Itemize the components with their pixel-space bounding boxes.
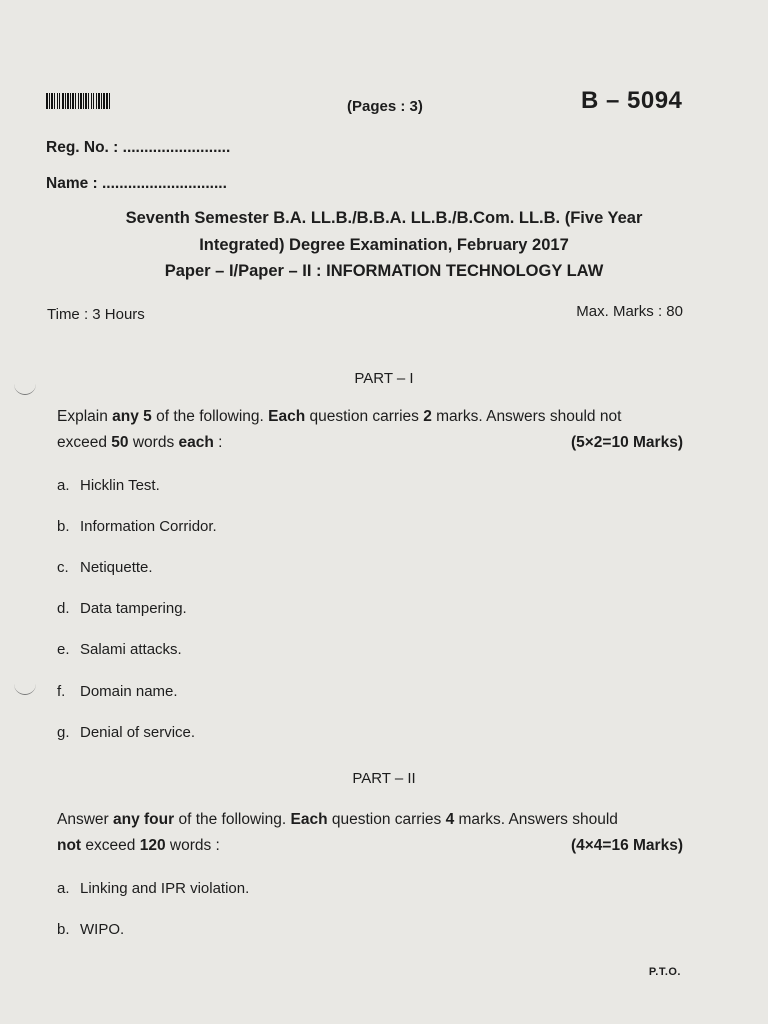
barcode-stripe: [110, 93, 111, 109]
part2-instruction-line1: Answer any four of the following. Each question carries 4 marks. Answers should: [57, 811, 618, 828]
paper-code: B – 5094: [581, 87, 683, 114]
question-item: a. Linking and IPR violation.: [57, 880, 250, 897]
question-item: c. Netiquette.: [57, 559, 153, 576]
max-marks: Max. Marks : 80: [576, 303, 683, 320]
question-item: b. WIPO.: [57, 921, 125, 938]
part2-marks: (4×4=16 Marks): [570, 837, 683, 854]
pages-count: (Pages : 3): [347, 98, 423, 115]
name-field: Name : .............................: [46, 175, 227, 192]
part1-heading: PART – I: [354, 370, 414, 387]
please-turn-over: P.T.O.: [648, 966, 681, 978]
question-item: f. Domain name.: [57, 683, 178, 700]
exam-title-line3: Paper – I/Paper – II : INFORMATION TECHNOLOGY LAW: [164, 262, 604, 280]
question-item: a. Hicklin Test.: [57, 477, 160, 494]
part1-instruction-line2: exceed 50 words each :: [57, 434, 223, 451]
exam-title-line2: Integrated) Degree Examination, February 2017: [199, 236, 569, 254]
part2-heading: PART – II: [352, 770, 416, 787]
reg-no-field: Reg. No. : .........................: [46, 139, 231, 156]
question-item: g. Denial of service.: [57, 724, 196, 741]
question-item: b. Information Corridor.: [57, 518, 217, 535]
question-item: e. Salami attacks.: [57, 641, 182, 658]
punch-hole-mark: [14, 682, 36, 695]
time-allowed: Time : 3 Hours: [47, 306, 145, 323]
part1-instruction-line1: Explain any 5 of the following. Each question carries 2 marks. Answers should not: [57, 408, 622, 425]
part1-marks: (5×2=10 Marks): [570, 434, 683, 451]
part2-instruction-line2: not exceed 120 words :: [57, 837, 220, 854]
question-item: d. Data tampering.: [57, 600, 187, 617]
barcode: [46, 93, 148, 109]
exam-title-line1: Seventh Semester B.A. LL.B./B.B.A. LL.B./B.Com. LL.B. (Five Year: [125, 209, 643, 227]
